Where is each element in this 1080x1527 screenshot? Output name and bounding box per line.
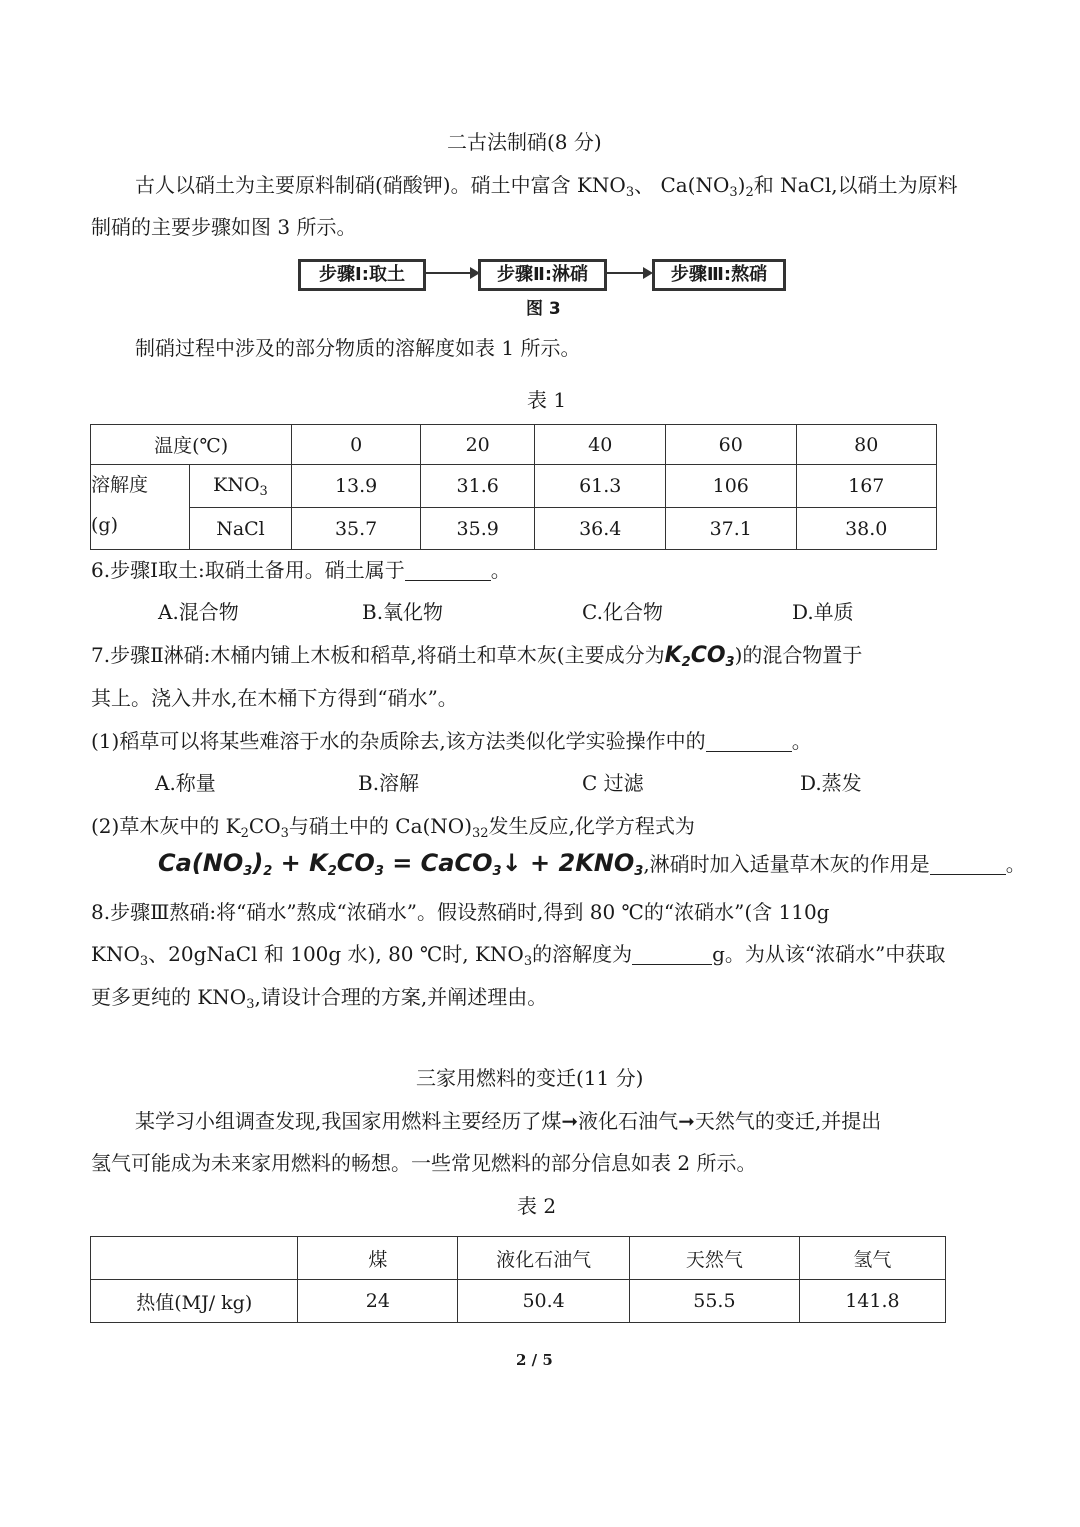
chemical-equation: $Ca(NO_3)_2 + K_2CO_3$ = CaCO$_3$↓ + $2KNO_3$ <box>158 849 644 879</box>
fuel-table-corner <box>91 1237 298 1280</box>
solubility-table <box>90 424 937 550</box>
kno3-value: 13.9 <box>292 465 421 508</box>
section3-intro-line2: 氢气可能成为未来家用燃料的畅想。一些常见燃料的部分信息如表 2 所示。 <box>91 1151 757 1175</box>
question-8-line1: 8.步骤Ⅲ熬硝:将“硝水”熬成“浓硝水”。假设熬硝时,得到 80 ℃的“浓硝水”(含 110g <box>91 900 830 924</box>
temp-header: 温度(℃) <box>91 425 292 465</box>
nacl-value: 35.9 <box>420 508 535 550</box>
kno3-value: 106 <box>665 465 796 508</box>
temp-cell: 80 <box>796 425 937 465</box>
flow-arrow1 <box>424 272 472 274</box>
temp-cell: 20 <box>420 425 535 465</box>
nacl-value: 37.1 <box>665 508 796 550</box>
flow-step1-box: 步骤Ⅰ:取土 <box>298 259 426 291</box>
heat-value: 24 <box>298 1280 458 1323</box>
kno3-label: $KNO_3$ <box>189 465 292 508</box>
q7-option-b: B.溶解 <box>358 771 420 795</box>
q7-option-d: D.蒸发 <box>800 771 862 795</box>
kno3-value: 31.6 <box>420 465 535 508</box>
table1-caption: 表 1 <box>527 388 567 412</box>
question-6: 6.步骤Ⅰ取土:取硝土备用。硝土属于 。 <box>91 558 511 582</box>
flow-arrow2 <box>605 272 645 274</box>
table1-intro: 制硝过程中涉及的部分物质的溶解度如表 1 所示。 <box>135 336 581 360</box>
nacl-value: 38.0 <box>796 508 937 550</box>
kno3-value: 167 <box>796 465 937 508</box>
q7-option-a: A.称量 <box>155 771 216 795</box>
section3-title: 三家用燃料的变迁(11 分) <box>416 1066 644 1090</box>
flow-step2-box: 步骤Ⅱ:淋硝 <box>478 259 607 291</box>
heat-value: 55.5 <box>630 1280 800 1323</box>
chemical-equation-line: $Ca(NO_3)_2 + K_2CO_3$ = CaCO$_3$↓ + $2KNO_3$,淋硝时加入适量草木灰的作用是 。 <box>158 849 1026 879</box>
answer-blank[interactable] <box>405 560 491 581</box>
page-number: 2 / 5 <box>516 1351 553 1369</box>
q6-option-a: A.混合物 <box>158 600 239 624</box>
section3-intro-line1: 某学习小组调查发现,我国家用燃料主要经历了煤➞液化石油气➞天然气的变迁,并提出 <box>135 1109 882 1133</box>
temp-cell: 60 <box>665 425 796 465</box>
k2co3-formula: $K_2CO_3$ <box>664 643 735 670</box>
q6-option-d: D.单质 <box>792 600 854 624</box>
question-7-sub1: (1)稻草可以将某些难溶于水的杂质除去,该方法类似化学实验操作中的 。 <box>91 729 812 753</box>
q6-option-b: B.氧化物 <box>362 600 444 624</box>
question-7-line2: 其上。浇入井水,在木桶下方得到“硝水”。 <box>91 686 458 710</box>
answer-blank[interactable] <box>706 731 792 752</box>
fuel-table <box>90 1236 946 1323</box>
heat-value: 50.4 <box>458 1280 630 1323</box>
fuel-header: 煤 <box>298 1237 458 1280</box>
heat-value-label: 热值(MJ/ kg) <box>91 1280 298 1323</box>
temp-cell: 40 <box>535 425 666 465</box>
q7-option-c: C 过滤 <box>582 771 644 795</box>
heat-value: 141.8 <box>799 1280 945 1323</box>
fuel-header: 液化石油气 <box>458 1237 630 1280</box>
figure3-caption: 图 3 <box>526 299 561 319</box>
nacl-label: NaCl <box>189 508 292 550</box>
nacl-value: 35.7 <box>292 508 421 550</box>
solubility-row-group: 溶解度 (g) <box>91 465 190 550</box>
flow-step3-box: 步骤Ⅲ:熬硝 <box>652 259 786 291</box>
answer-blank[interactable] <box>930 854 1006 875</box>
question-7-line1: 7.步骤Ⅱ淋硝:木桶内铺上木板和稻草,将硝土和草木灰(主要成分为$K_2CO_3$)的混合物置于 <box>91 643 863 670</box>
nacl-value: 36.4 <box>535 508 666 550</box>
question-8-line3: 更多更纯的 $KNO_3$,请设计合理的方案,并阐述理由。 <box>91 985 548 1012</box>
section2-title: 二古法制硝(8 分) <box>447 130 602 154</box>
fuel-header: 天然气 <box>630 1237 800 1280</box>
answer-blank[interactable] <box>632 944 712 965</box>
fuel-header: 氢气 <box>799 1237 945 1280</box>
q6-option-c: C.化合物 <box>582 600 663 624</box>
section2-intro-line1: 古人以硝土为主要原料制硝(硝酸钾)。硝土中富含 $KNO_3$、 $Ca(NO_3)_2$和 NaCl,以硝土为原料 <box>135 173 958 200</box>
section2-intro-line2: 制硝的主要步骤如图 3 所示。 <box>91 215 357 239</box>
question-7-sub2: (2)草木灰中的 $K_2CO_3$与硝土中的 $Ca(NO)_{32}$发生反应,化学方程式为 <box>91 814 695 841</box>
question-8-line2: $KNO_3$、20gNaCl 和 100g 水), 80 ℃时, $KNO_3$的溶解度为 g。为从该“浓硝水”中获取 <box>91 942 946 969</box>
temp-cell: 0 <box>292 425 421 465</box>
table2-caption: 表 2 <box>517 1194 557 1218</box>
kno3-value: 61.3 <box>535 465 666 508</box>
